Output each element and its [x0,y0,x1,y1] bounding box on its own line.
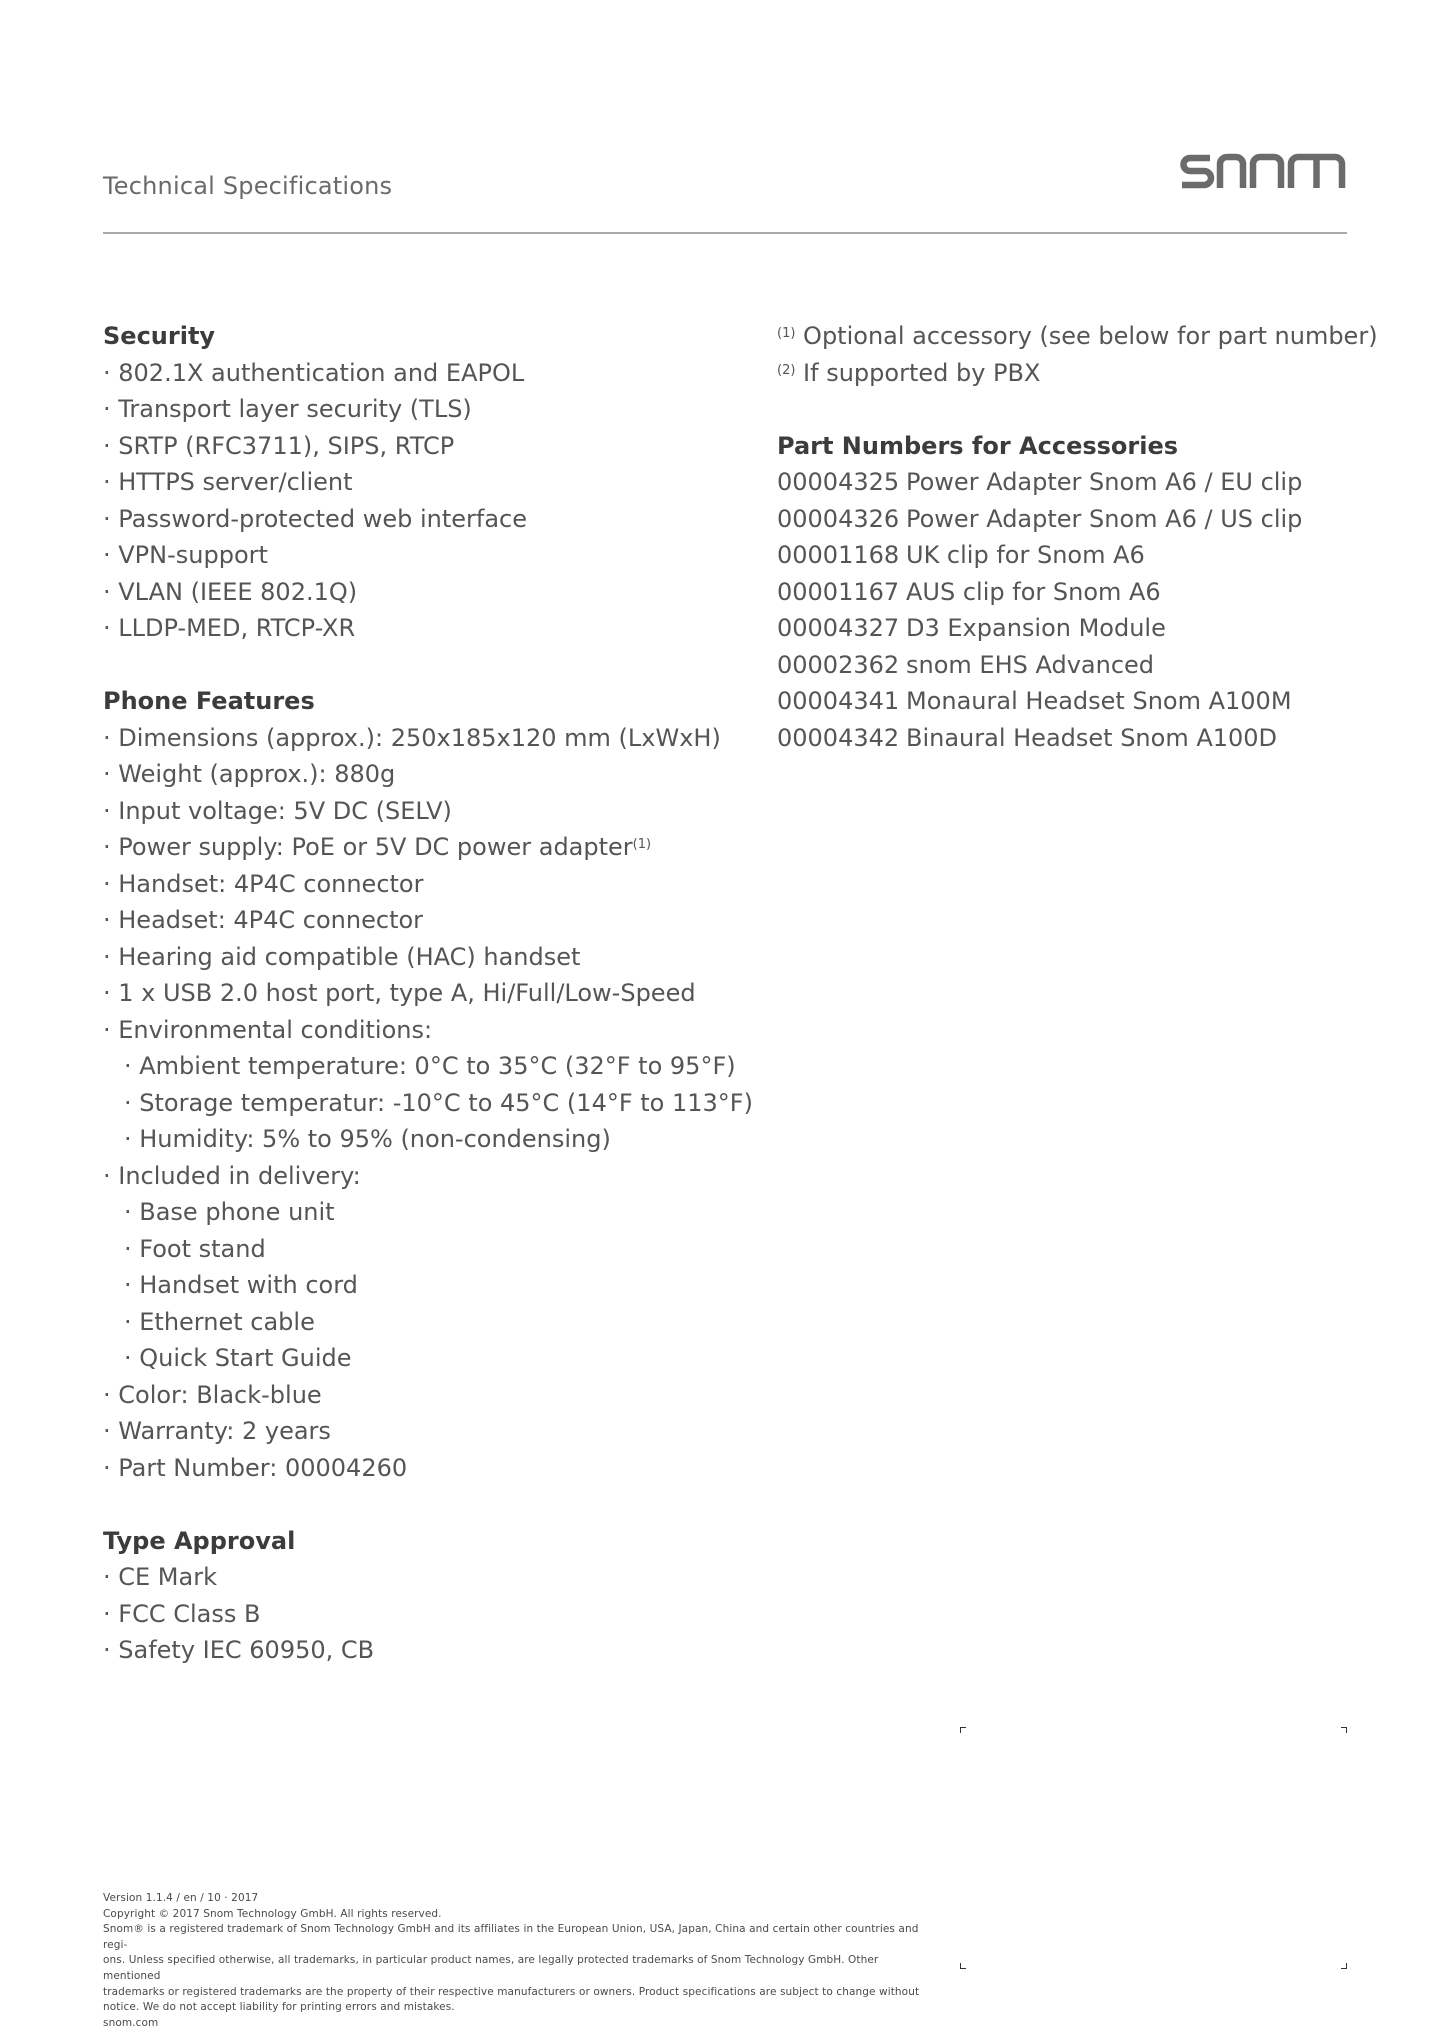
list-item: · CE Mark [103,1563,217,1591]
sub-list-item: · Ethernet cable [124,1307,315,1336]
type-approval-section [103,1523,723,1669]
sub-list-item: · Humidity: 5% to 95% (non-condensing) [124,1125,611,1153]
sub-list-item: · Ambient temperature: 0°C to 35°C (32°F to 95°F) [124,1052,736,1080]
accessories-heading: Part Numbers for Accessories [777,431,1179,460]
part-description: snom EHS Advanced [906,650,1155,679]
security-section [103,318,723,647]
list-item: · Headset: 4P4C connector [103,906,424,934]
list-item: · VLAN (IEEE 802.1Q) [103,577,358,606]
footer-legal-line: trademarks or registered trademarks are the property of their respective manufacturers or owners. Product specifications are subject to change without [103,1985,920,1998]
table-row [777,610,1377,647]
list-item: · 802.1X authentication and EAPOL [103,358,525,387]
list-item: · Safety IEC 60950, CB [103,1636,375,1664]
footer-legal-line: notice. We do not accept liability for printing errors and mistakes. [103,2001,455,2014]
list-item: · LLDP-MED, RTCP-XR [103,614,356,642]
sub-list-item: · Storage temperatur: -10°C to 45°C (14°F to 113°F) [124,1088,753,1117]
part-number: 00004341 [777,687,900,715]
list-item: · HTTPS server/client [103,468,353,496]
part-number: 00001167 [777,577,900,606]
crop-mark-top-left [960,1727,966,1733]
footer-copyright: Copyright © 2017 Snom Technology GmbH. All rights reserved. [103,1907,442,1920]
sub-list-item: · Quick Start Guide [124,1344,352,1372]
list-item: · Color: Black-blue [103,1380,322,1409]
part-description: Power Adapter Snom A6 / US clip [906,504,1303,533]
table-row [777,647,1377,684]
snom-logo [1180,150,1348,198]
footnote-2 [777,355,1377,392]
list-item: · Hearing aid compatible (HAC) handset [103,942,581,971]
part-number: 00004325 [777,468,900,496]
part-number: 00001168 [777,541,900,569]
accessories-section [777,428,1377,757]
sub-list-item: · Handset with cord [124,1271,358,1299]
list-item: · Handset: 4P4C connector [103,869,424,898]
list-item: · Warranty: 2 years [103,1417,331,1445]
table-row [777,537,1377,574]
footnote-mark: (1) [777,326,796,341]
left-column [103,318,753,1705]
list-item: · Transport layer security (TLS) [103,395,472,423]
table-row [777,720,1377,757]
list-item: · VPN-support [103,541,268,569]
power-supply-text: · Power supply: PoE or 5V DC power adapter [103,833,633,861]
list-item: · FCC Class B [103,1599,261,1628]
page-title: Technical Specifications [103,172,393,200]
list-item: · Password-protected web interface [103,504,527,533]
footnote-text: Optional accessory (see below for part number) [795,322,1378,350]
list-item: · Included in delivery: [103,1161,361,1190]
table-row [777,464,1377,501]
footnote-mark: (2) [777,362,796,378]
footer-website-link[interactable]: snom.com [103,2016,159,2029]
part-description: AUS clip for Snom A6 [906,577,1161,606]
part-number: 00002362 [777,650,900,679]
crop-mark-top-right [1341,1727,1347,1733]
table-row [777,501,1377,538]
part-description: Monaural Headset Snom A100M [906,687,1292,715]
part-description: Power Adapter Snom A6 / EU clip [906,468,1303,496]
list-item: · Dimensions (approx.): 250x185x120 mm (LxWxH) [103,723,721,752]
crop-mark-bottom-left [960,1963,966,1969]
list-item-power-supply [103,829,723,866]
footnote-text: If supported by PBX [795,358,1041,387]
list-item: · Environmental conditions: [103,1015,433,1044]
type-approval-heading: Type Approval [103,1526,296,1555]
sub-list-item: · Foot stand [124,1234,266,1263]
sub-list-item: · Base phone unit [124,1198,335,1226]
phone-features-heading: Phone Features [103,687,315,715]
list-item: · Weight (approx.): 880g [103,760,396,788]
right-column [777,318,1377,793]
list-item: · Input voltage: 5V DC (SELV) [103,796,452,825]
footer-legal-line: ons. Unless specified otherwise, all trademarks, in particular product names, are legally protected trademarks of Snom Technology GmbH. Other mentioned [103,1954,879,1982]
part-number: 00004327 [777,614,900,642]
part-description: D3 Expansion Module [906,614,1166,642]
footnote-1 [777,318,1377,355]
part-number: 00004342 [777,723,900,752]
security-heading: Security [103,322,216,350]
phone-features-section [103,683,753,1486]
footer-legal-line: Snom® is a registered trademark of Snom Technology GmbH and its affiliates in the European Union, USA, Japan, China and certain other countries and regi- [103,1923,919,1951]
crop-mark-bottom-right [1341,1963,1347,1969]
footer-version: Version 1.1.4 / en / 10 · 2017 [103,1892,259,1904]
table-row [777,574,1377,611]
list-item: · 1 x USB 2.0 host port, type A, Hi/Full/Low-Speed [103,979,696,1007]
header-divider [103,232,1347,234]
part-description: Binaural Headset Snom A100D [906,723,1278,752]
snom-logo-mark [1180,150,1348,194]
part-number: 00004326 [777,504,900,533]
part-description: UK clip for Snom A6 [906,541,1145,569]
table-row [777,683,1377,720]
list-item: · SRTP (RFC3711), SIPS, RTCP [103,431,455,460]
legal-footer [103,1891,923,2031]
list-item: · Part Number: 00004260 [103,1453,408,1482]
footnote-ref: (1) [632,837,652,852]
footnotes-section [777,318,1377,391]
